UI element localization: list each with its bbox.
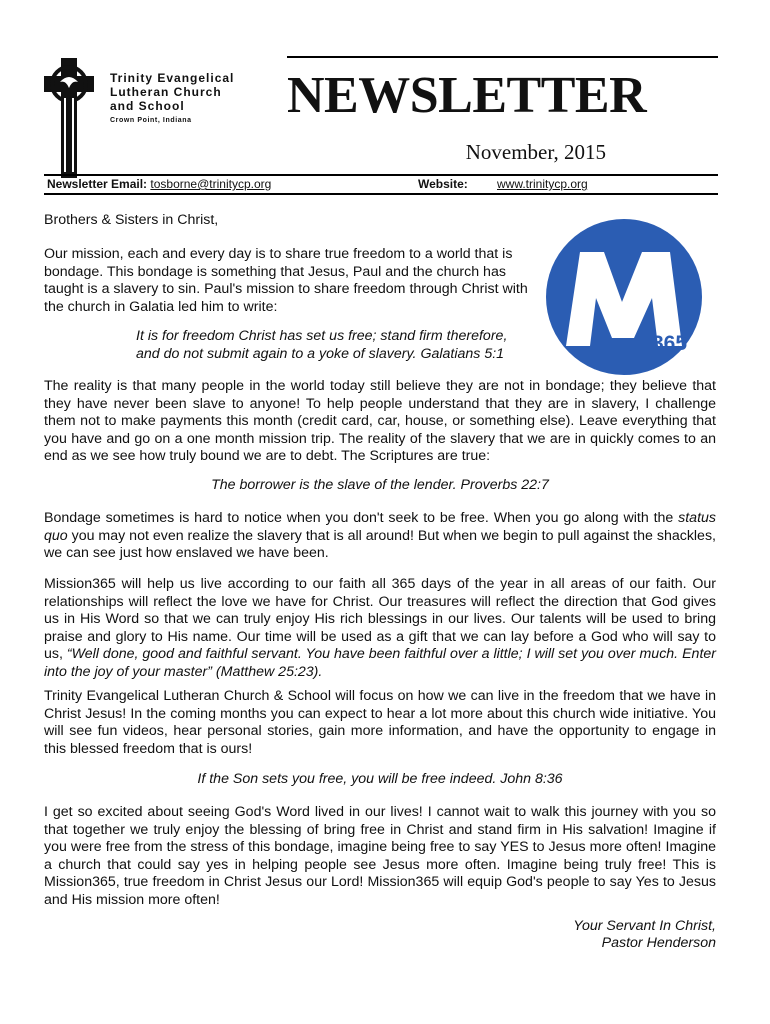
contact-top-rule (44, 174, 718, 176)
org-name-line2: Lutheran Church (110, 85, 222, 99)
title-top-rule (287, 56, 718, 58)
org-name-line1: Trinity Evangelical (110, 71, 235, 85)
email-line (47, 177, 271, 191)
church-cross-logo (44, 58, 94, 178)
paragraph-5: Trinity Evangelical Lutheran Church & School will focus on how we can live in the freedom that we have in Christ Jesus! In the coming months you can expect to hear a lot more about this church wide initiative. You will see fun videos, hear personal stories, gain more information, and have the opportunity to engage in this blessed freedom that is ours! (44, 688, 716, 757)
quote-john: If the Son sets you free, you will be free indeed. John 8:36 (197, 771, 563, 787)
website-link[interactable]: www.trinitycp.org (497, 177, 588, 191)
email-link[interactable]: tosborne@trinitycp.org (150, 177, 272, 191)
paragraph-1: Our mission, each and every day is to share true freedom to a world that is bondage. This bondage is something that Jesus, Paul and the church has taught is a slavery to sin. Paul's mission to share freedom through Christ with the church in Galatia led him to write: (44, 246, 528, 315)
closing-signature: Pastor Henderson (601, 935, 716, 951)
quote-galatians-line2: and do not submit again to a yoke of slavery. Galatians 5:1 (136, 346, 505, 362)
quote-galatians-line1: It is for freedom Christ has set us free; stand firm therefore, (136, 328, 508, 344)
page-title: NEWSLETTER (287, 67, 647, 124)
paragraph-2: The reality is that many people in the world today still believe they are not in bondage; they believe that they have never been slave to anyone! To help people understand that they are in slavery, I challenge them not to make payments this month (credit card, car, house, or something else). Leave everything that you have and go on a one month mission trip. The reality of the slavery that we are in quickly comes to an end as we see how truly bound we are to debt. The Scriptures are true: (44, 378, 716, 464)
org-name-line3: and School (110, 99, 185, 113)
contact-bottom-rule (44, 193, 718, 195)
website-label: Website: (418, 177, 468, 191)
paragraph-3: Bondage sometimes is hard to notice when you don't seek to be free. When you go along with the status quo you may not even realize the slavery that is all around! But when we begin to pull against the shackles, we can see just how enslaved we have been. (44, 510, 716, 561)
quote-proverbs: The borrower is the slave of the lender. Proverbs 22:7 (211, 477, 549, 493)
email-label: Newsletter Email: (47, 177, 148, 191)
greeting: Brothers & Sisters in Christ, (44, 212, 219, 228)
paragraph-6: I get so excited about seeing God's Word lived in our lives! I cannot wait to walk this journey with you so that together we truly enjoy the blessing of bring free in Christ and stand firm in His salvation! Imagine if you were free from the stress of this bondage, imagine being free to say YES to Jesus more often! Imagine a church that could say yes in helping people see Jesus more often. Imagine being truly free! This is Mission365, true freedom in Christ Jesus our Lord! Mission365 will equip God's people to say Yes to Jesus and His mission more often! (44, 804, 716, 908)
newsletter-date: November, 2015 (465, 140, 606, 164)
mission365-logo (542, 218, 707, 376)
org-location: Crown Point, Indiana (110, 117, 192, 124)
closing-line1: Your Servant In Christ, (573, 918, 716, 934)
paragraph-4: Mission365 will help us live according to our faith all 365 days of the year in all areas of our faith. Our relationships will reflect the love we have for Christ. Our treasures will reflect the direction that God gives us in His Word so that we can truly enjoy His rich blessings in our lives. Our talents will be used to bring praise and glory to His name. Our time will be used as a gift that we can lay before a God who will say to us, “Well done, good and faithful servant. You have been faithful over a little; I will set you over much. Enter into the joy of your master” (Matthew 25:23). (44, 576, 716, 680)
mission365-logo-text: 365 (652, 332, 688, 355)
